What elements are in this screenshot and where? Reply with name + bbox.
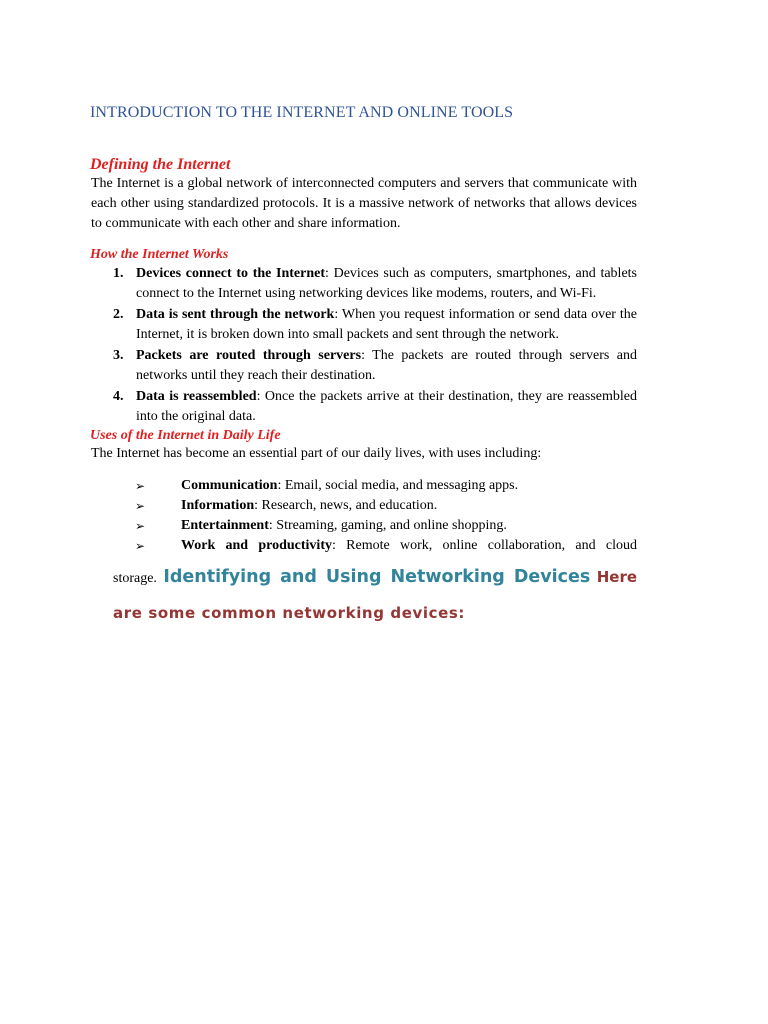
step-lead: Packets are routed through servers <box>136 348 362 363</box>
devices-intro-part2: are some common networking devices: <box>113 604 465 622</box>
list-item <box>90 346 637 386</box>
step-lead: Data is reassembled <box>136 389 257 404</box>
step-text: : Once the packets arrive at their destination, they are reassembled into the original data. <box>136 389 638 424</box>
heading-uses-internet: Uses of the Internet in Daily Life <box>90 428 281 443</box>
list-item <box>90 305 637 345</box>
step-number: 3. <box>113 348 124 363</box>
list-item <box>90 264 637 304</box>
use-lead: Information <box>181 498 255 513</box>
use-lead: Entertainment <box>181 518 269 533</box>
heading-how-internet-works: How the Internet Works <box>90 247 229 262</box>
list-item <box>90 387 637 427</box>
step-text: : When you request information or send data over the Internet, it is broken down into small packets and sent through the network. <box>136 307 638 342</box>
arrow-bullet-icon: ➢ <box>135 519 146 533</box>
use-text: : Remote work, online collaboration, and cloud <box>331 538 637 553</box>
list-item <box>90 496 637 516</box>
arrow-bullet-icon: ➢ <box>135 539 146 553</box>
paragraph-uses-intro: The Internet has become an essential part of our daily lives, with uses including: <box>91 446 542 461</box>
step-text: : Devices such as computers, smartphones, and tablets connect to the Internet using networking devices like modems, routers, and Wi-Fi. <box>136 266 637 301</box>
list-item <box>90 516 637 536</box>
devices-intro-part1: Here <box>596 568 638 586</box>
arrow-bullet-icon: ➢ <box>135 479 146 493</box>
step-lead: Devices connect to the Internet <box>136 266 326 281</box>
use-text: : Email, social media, and messaging apps. <box>277 478 519 493</box>
heading-defining-internet: Defining the Internet <box>90 156 231 173</box>
use-text: : Streaming, gaming, and online shopping. <box>268 518 507 533</box>
heading-networking-devices: Identifying and Using Networking Devices <box>163 567 591 587</box>
step-number: 1. <box>113 266 124 281</box>
use-lead: Work and productivity <box>181 538 332 553</box>
step-number: 2. <box>113 307 124 322</box>
uses-continuation-text: storage. <box>113 571 157 586</box>
document-page <box>90 104 637 630</box>
arrow-bullet-icon: ➢ <box>135 499 146 513</box>
use-text: : Research, news, and education. <box>254 498 438 513</box>
use-lead: Communication <box>181 478 278 493</box>
uses-list <box>90 476 637 556</box>
document-title: INTRODUCTION TO THE INTERNET AND ONLINE TOOLS <box>90 104 514 121</box>
list-item <box>90 476 637 496</box>
step-lead: Data is sent through the network <box>136 307 335 322</box>
steps-list <box>90 264 637 427</box>
paragraph-defining-internet: The Internet is a global network of interconnected computers and servers that communicate with each other using standardized protocols. It is a massive network of networks that allows devices to communicate with each other and share information. <box>91 176 637 231</box>
step-text: : The packets are routed through servers and networks until they reach their destination. <box>136 348 638 383</box>
continuation-line <box>113 560 637 596</box>
step-number: 4. <box>113 389 124 404</box>
list-item <box>90 536 637 556</box>
